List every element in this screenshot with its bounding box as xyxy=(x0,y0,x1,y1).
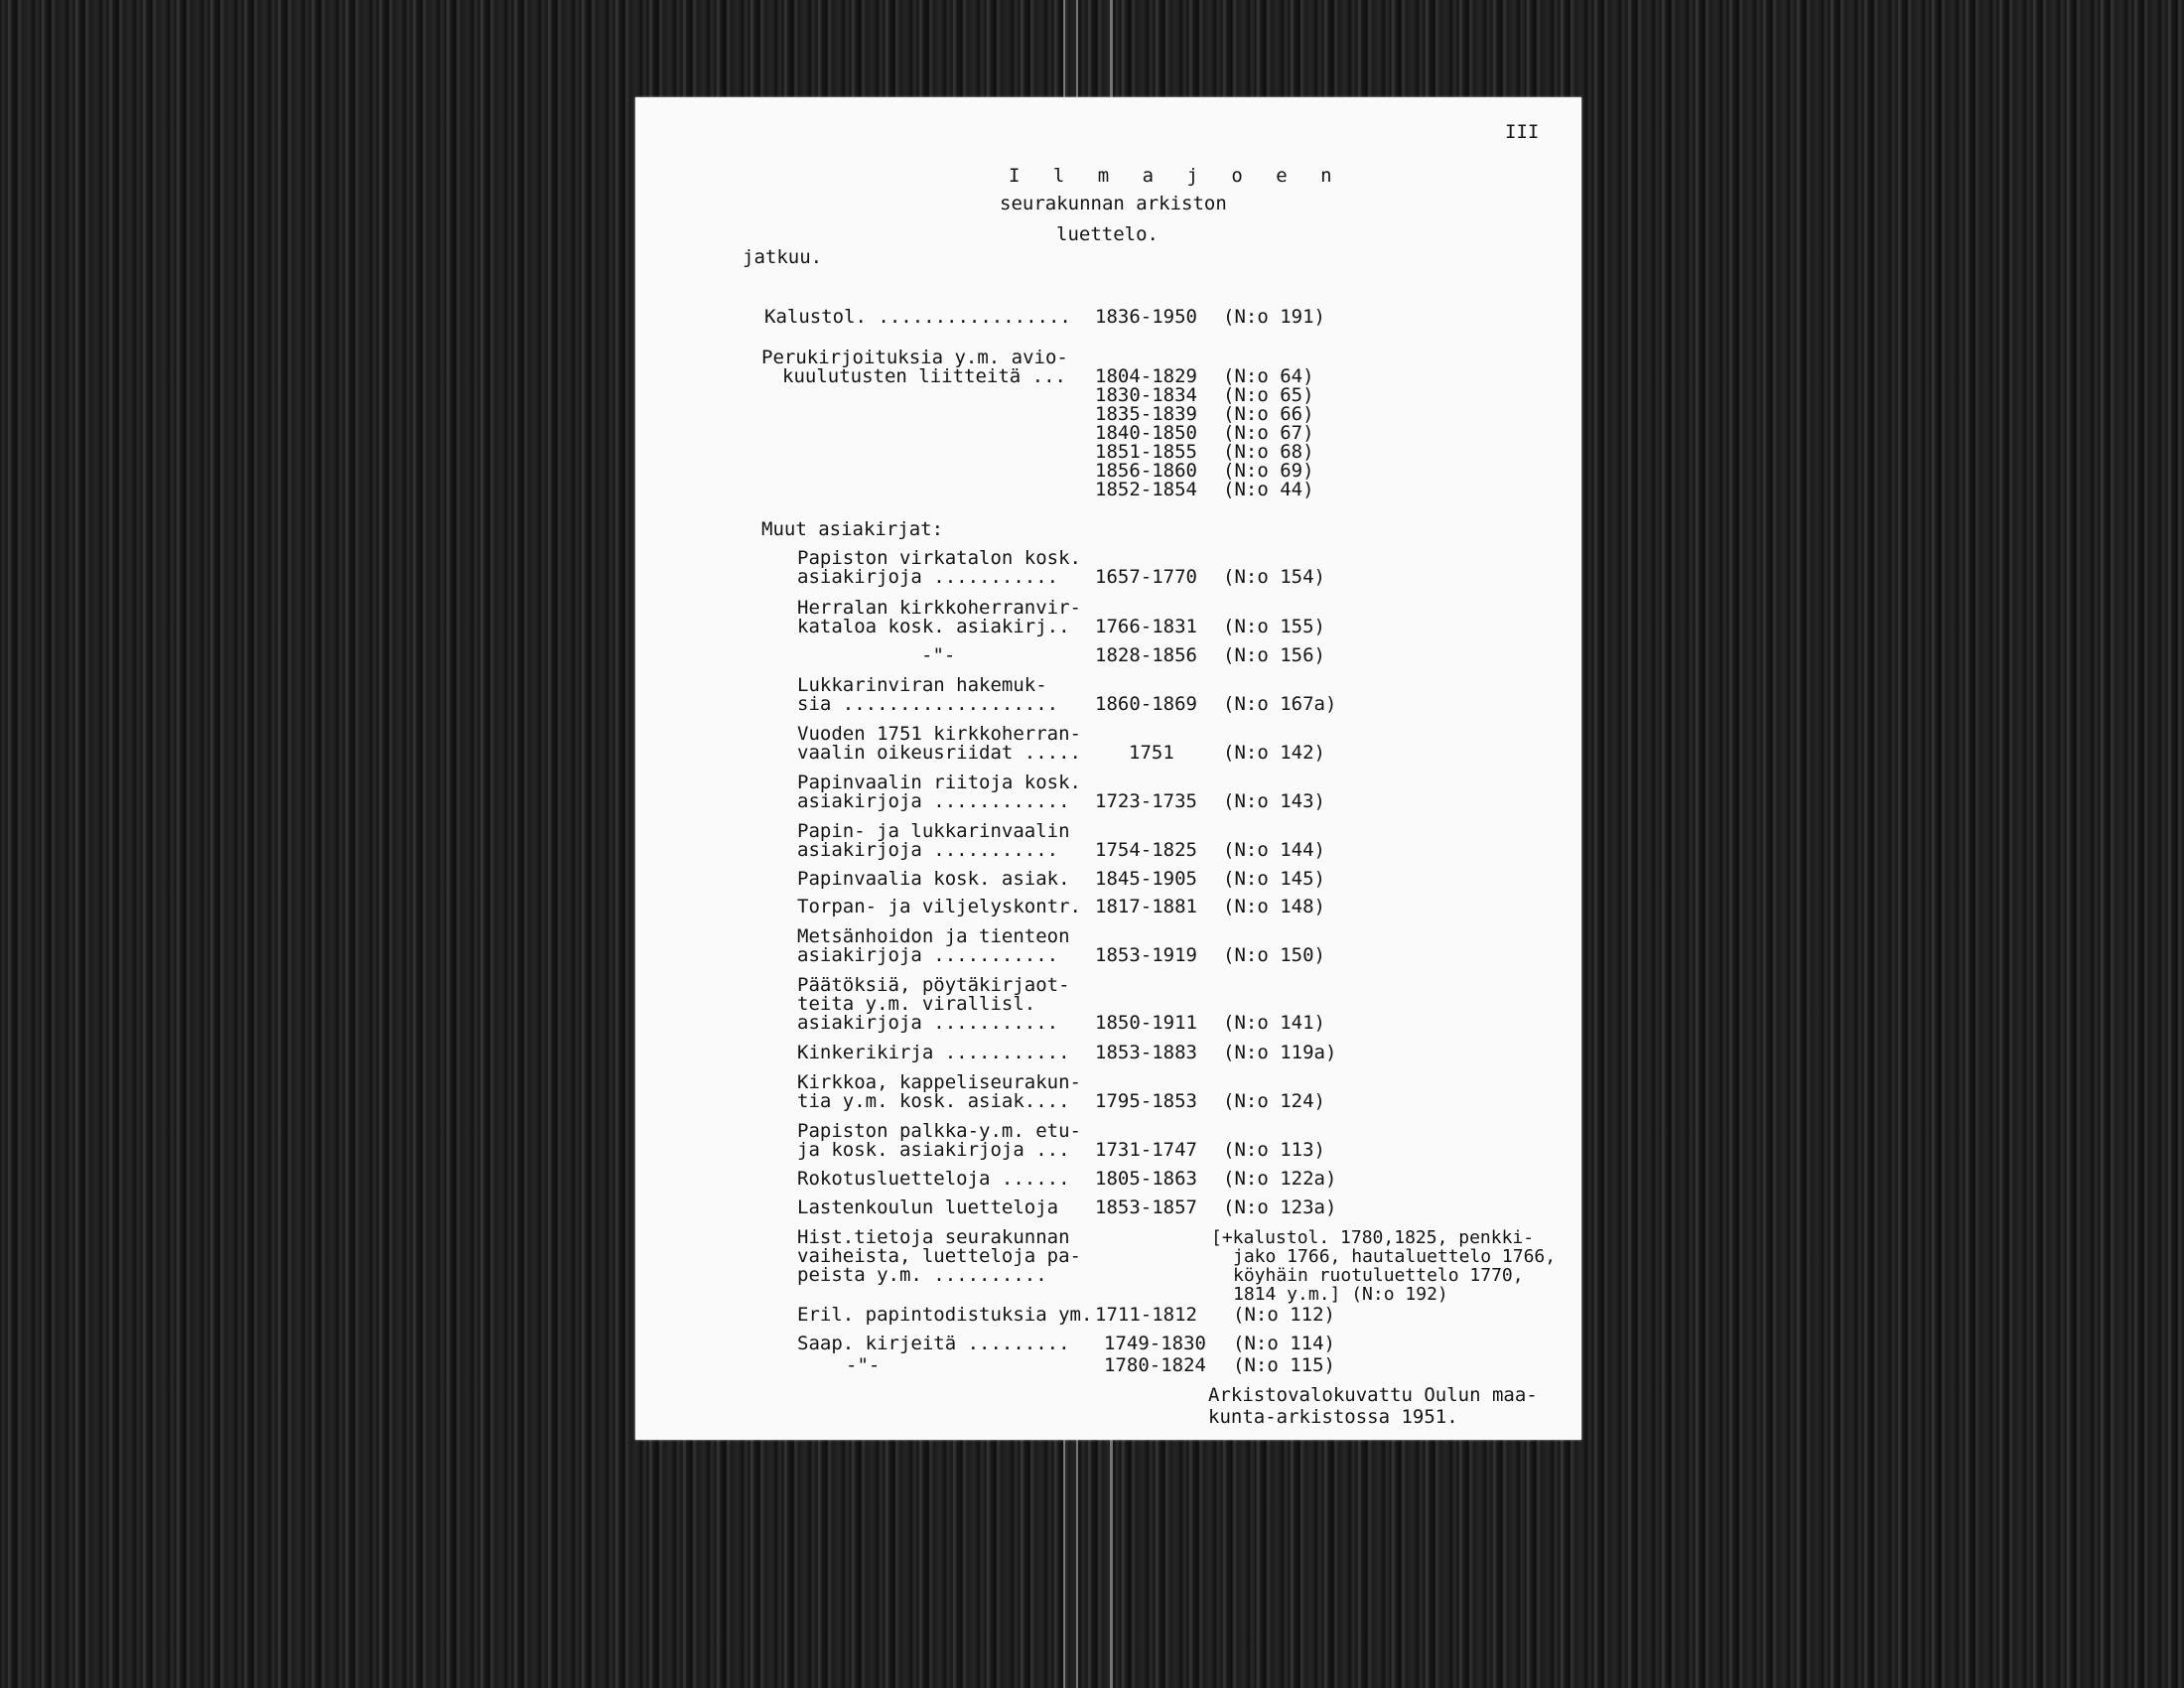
entry-label: Papiston virkatalon kosk. xyxy=(797,547,1081,569)
entry-ref: (N:o 69) xyxy=(1223,460,1314,482)
page-subtitle-2: luettelo. xyxy=(1056,223,1159,245)
entry-ref: (N:o 66) xyxy=(1223,403,1314,425)
entry-years: 1731-1747 xyxy=(1095,1139,1197,1161)
entry-years: 1853-1857 xyxy=(1095,1196,1197,1218)
entry-years: 1749-1830 xyxy=(1104,1333,1206,1354)
entry-label: Saap. kirjeitä ......... xyxy=(797,1333,1070,1354)
entry-label: kataloa kosk. asiakirj.. xyxy=(797,616,1070,637)
entry-years: 1780-1824 xyxy=(1104,1354,1206,1376)
entry-years: 1852-1854 xyxy=(1095,479,1197,500)
page-number: III xyxy=(1505,121,1540,143)
entry-ref: (N:o 143) xyxy=(1223,790,1325,812)
entry-label: Päätöksiä, pöytäkirjaot- xyxy=(797,974,1070,996)
entry-label: ja kosk. asiakirjoja ... xyxy=(797,1139,1070,1161)
entry-ref: (N:o 155) xyxy=(1223,616,1325,637)
entry-ref: (N:o 144) xyxy=(1223,839,1325,861)
entry-years: 1795-1853 xyxy=(1095,1090,1197,1112)
entry-ref: (N:o 124) xyxy=(1223,1090,1325,1112)
entry-label: Metsänhoidon ja tienteon xyxy=(797,925,1070,947)
entry-label: vaalin oikeusriidat ..... xyxy=(797,742,1081,764)
entry-ref: (N:o 113) xyxy=(1223,1139,1325,1161)
entry-label: asiakirjoja ............ xyxy=(797,790,1070,812)
entry-label: tia y.m. kosk. asiak.... xyxy=(797,1090,1070,1112)
entry-label: -"- xyxy=(921,644,956,666)
entry-ref: (N:o 167a) xyxy=(1223,693,1337,715)
entry-label: Lastenkoulun luetteloja xyxy=(797,1196,1059,1218)
entry-ref: (N:o 44) xyxy=(1223,479,1314,500)
entry-ref: (N:o 191) xyxy=(1223,306,1325,328)
document-page xyxy=(635,97,1581,1440)
entry-note: [+kalustol. 1780,1825, penkki- xyxy=(1211,1227,1535,1248)
entry-years: 1845-1905 xyxy=(1095,868,1197,890)
entry-years: 1851-1855 xyxy=(1095,441,1197,463)
entry-label: asiakirjoja ........... xyxy=(797,1012,1059,1034)
entry-ref: (N:o 145) xyxy=(1223,868,1325,890)
entry-label: Herralan kirkkoherranvir- xyxy=(797,597,1081,619)
entry-years: 1766-1831 xyxy=(1095,616,1197,637)
entry-label: Kalustol. ................. xyxy=(764,306,1071,328)
entry-ref: (N:o 150) xyxy=(1223,944,1325,966)
page-subtitle: seurakunnan arkiston xyxy=(1000,193,1227,214)
entry-label: Hist.tietoja seurakunnan xyxy=(797,1226,1070,1248)
entry-years: 1723-1735 xyxy=(1095,790,1197,812)
entry-label: Papinvaalin riitoja kosk. xyxy=(797,772,1081,793)
entry-ref: (N:o 65) xyxy=(1223,384,1314,406)
entry-ref: (N:o 148) xyxy=(1223,896,1325,917)
entry-ref: (N:o 142) xyxy=(1223,742,1325,764)
entry-years: 1828-1856 xyxy=(1095,644,1197,666)
entry-ref: (N:o 156) xyxy=(1223,644,1325,666)
entry-ref: (N:o 141) xyxy=(1223,1012,1325,1034)
entry-ref: (N:o 119a) xyxy=(1223,1042,1337,1063)
page-title: I l m a j o e n xyxy=(1009,165,1343,187)
entry-label: Vuoden 1751 kirkkoherran- xyxy=(797,723,1081,745)
entry-note: jako 1766, hautaluettelo 1766, xyxy=(1233,1246,1557,1267)
entry-note: köyhäin ruotuluettelo 1770, xyxy=(1233,1265,1524,1286)
entry-label: peista y.m. .......... xyxy=(797,1264,1047,1286)
entry-years: 1835-1839 xyxy=(1095,403,1197,425)
entry-ref: (N:o 154) xyxy=(1223,566,1325,588)
entry-ref: (N:o 115) xyxy=(1233,1354,1335,1376)
entry-years: 1805-1863 xyxy=(1095,1168,1197,1190)
entry-label: Perukirjoituksia y.m. avio- xyxy=(761,347,1068,368)
entry-label: Papin- ja lukkarinvaalin xyxy=(797,820,1070,842)
entry-years: 1853-1883 xyxy=(1095,1042,1197,1063)
entry-years: 1830-1834 xyxy=(1095,384,1197,406)
entry-years: 1840-1850 xyxy=(1095,422,1197,444)
section-heading: Muut asiakirjat: xyxy=(761,518,944,540)
entry-ref: (N:o 123a) xyxy=(1223,1196,1337,1218)
entry-years: 1711-1812 xyxy=(1095,1304,1197,1326)
entry-label: Papinvaalia kosk. asiak. xyxy=(797,868,1070,890)
footer-note: Arkistovalokuvattu Oulun maa- xyxy=(1208,1384,1538,1406)
continued-label: jatkuu. xyxy=(743,246,823,268)
entry-ref: (N:o 64) xyxy=(1223,365,1314,387)
entry-label: vaiheista, luetteloja pa- xyxy=(797,1245,1081,1267)
entry-years: 1850-1911 xyxy=(1095,1012,1197,1034)
entry-ref: (N:o 67) xyxy=(1223,422,1314,444)
entry-label: Torpan- ja viljelyskontr. xyxy=(797,896,1081,917)
footer-note: kunta-arkistossa 1951. xyxy=(1208,1406,1458,1428)
entry-years: 1804-1829 xyxy=(1095,365,1197,387)
entry-label: Kirkkoa, kappeliseurakun- xyxy=(797,1071,1081,1093)
entry-ref: (N:o 114) xyxy=(1233,1333,1335,1354)
entry-years: 1817-1881 xyxy=(1095,896,1197,917)
entry-years: 1836-1950 xyxy=(1095,306,1197,328)
entry-label: Papiston palkka-y.m. etu- xyxy=(797,1120,1081,1142)
entry-years: 1856-1860 xyxy=(1095,460,1197,482)
entry-years: 1657-1770 xyxy=(1095,566,1197,588)
entry-label: sia ................... xyxy=(797,693,1059,715)
entry-note: 1814 y.m.] (N:o 192) xyxy=(1233,1284,1448,1305)
entry-years: 1853-1919 xyxy=(1095,944,1197,966)
entry-years: 1860-1869 xyxy=(1095,693,1197,715)
entry-label: asiakirjoja ........... xyxy=(797,566,1059,588)
entry-label: Eril. papintodistuksia ym. xyxy=(797,1304,1093,1326)
entry-label: kuulutusten liitteitä ... xyxy=(782,365,1066,387)
entry-ref: (N:o 112) xyxy=(1233,1304,1335,1326)
entry-years: 1754-1825 xyxy=(1095,839,1197,861)
entry-years: 1751 xyxy=(1129,742,1174,764)
entry-label: asiakirjoja ........... xyxy=(797,944,1059,966)
entry-label: Lukkarinviran hakemuk- xyxy=(797,674,1047,696)
entry-label: -"- xyxy=(846,1354,881,1376)
entry-label: Kinkerikirja ........... xyxy=(797,1042,1070,1063)
entry-ref: (N:o 122a) xyxy=(1223,1168,1337,1190)
entry-label: asiakirjoja ........... xyxy=(797,839,1059,861)
entry-ref: (N:o 68) xyxy=(1223,441,1314,463)
entry-label: Rokotusluetteloja ...... xyxy=(797,1168,1070,1190)
entry-label: teita y.m. virallisl. xyxy=(797,993,1036,1015)
